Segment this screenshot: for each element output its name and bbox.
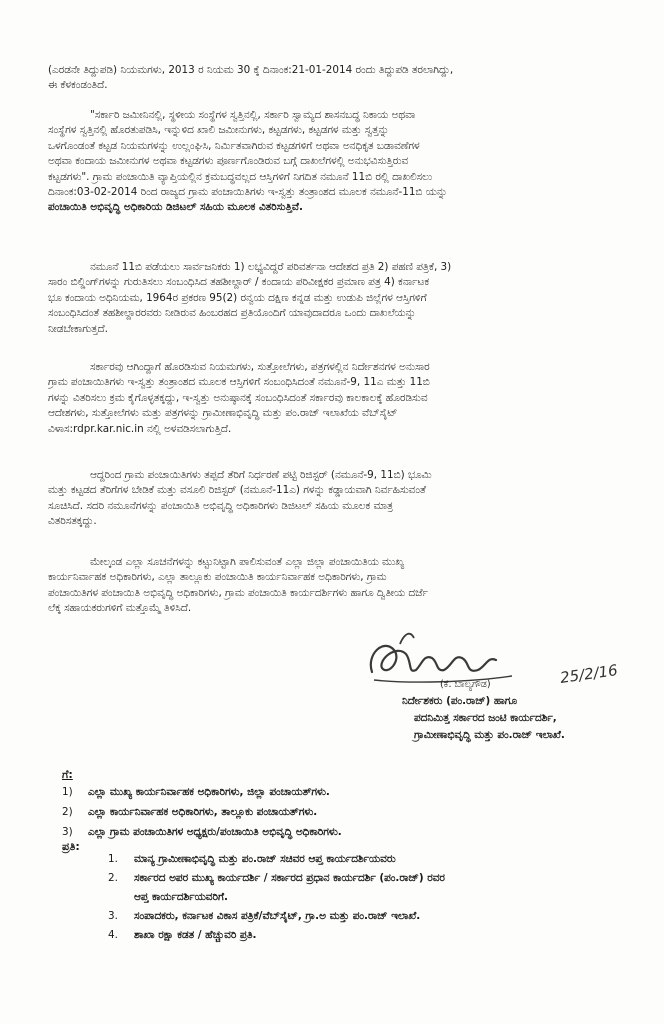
quote-line: ಒಳಗೊಂಡಂತೆ ಕಟ್ಟಡ ನಿಯಮಗಳನ್ನು ಉಲ್ಲಂಘಿಸಿ, ನಿರ್ಮಿತವಾಗಿರುವ ಕಟ್ಟಡಗಳಿಗೆ ಅಥವಾ ಅನಧಿಕೃತ ಬಡಾವಣೆಗಳ [48,139,420,152]
copy-list-item [108,907,445,926]
to-item-number: 1) [62,786,73,798]
copy-list-item [108,869,445,888]
instructions-line: ಮೇಲ್ಕಂಡ ಎಲ್ಲಾ ಸೂಚನೆಗಳನ್ನು ಕಟ್ಟುನಿಟ್ಟಾಗಿ ಪಾಲಿಸುವಂತೆ ಎಲ್ಲಾ ಜಿಲ್ಲಾ ಪಂಚಾಯಿತಿಯ ಮುಖ್ಯ [90,556,405,568]
copy-item-text: ಶಾಖಾ ರಕ್ಷಾ ಕಡತ / ಹೆಚ್ಚುವರಿ ಪ್ರತಿ. [134,929,257,941]
to-item-text: ಎಲ್ಲಾ ಕಾರ್ಯನಿರ್ವಾಹಕ ಅಧಿಕಾರಿಗಳು, ತಾಲ್ಲೂಕು ಪಂಚಾಯತ್‌ಗಳು. [88,806,318,818]
intro-line: (ಎರಡನೇ ತಿದ್ದುಪಡಿ) ನಿಯಮಗಳು, 2013 ರ ನಿಯಮ 30 ಕ್ಕೆ ದಿನಾಂಕ:21-01-2014 ರಂದು ತಿದ್ದುಪಡಿ ತರಲಾಗಿದ್ದು, [48,64,454,76]
copy-item-number: 1. [108,853,118,865]
copy-item-text: ಮಾನ್ಯ ಗ್ರಾಮೀಣಾಭಿವೃದ್ಧಿ ಮತ್ತು ಪಂ.ರಾಜ್ ಸಚಿವರ ಆಪ್ತ ಕಾರ್ಯದರ್ಶಿಯವರು [134,853,396,865]
register-line: ಸೂಚಿಸಿದೆ. ಸದರಿ ನಮೂನೆಗಳನ್ನು ಪಂಚಾಯಿತಿ ಅಭಿವೃದ್ಧಿ ಅಧಿಕಾರಿಗಳು ಡಿಜಿಟಲ್ ಸಹಿಯ ಮೂಲಕ ಮಾತ್ರ [48,499,393,512]
register-line: ಆದ್ದರಿಂದ ಗ್ರಾಮ ಪಂಚಾಯಿತಿಗಳು ತಪ್ಪದೆ ತೆರಿಗೆ ನಿರ್ಧರಣೆ ಪಟ್ಟಿ ರಿಜಿಸ್ಟರ್ (ನಮೂನೆ-9, 11ಬಿ) ಭೂಮಿ [90,469,432,481]
register-line: ವಿತರಿಸತಕ್ಕದ್ದು. [48,515,97,528]
register-line: ಮತ್ತು ಕಟ್ಟಡದ ತೆರಿಗೆಗಳ ಬೇಡಿಕೆ ಮತ್ತು ವಸೂಲಿ ರಿಜಿಸ್ಟರ್ (ನಮೂನೆ-11ಎ) ಗಳನ್ನು ಕಡ್ಡಾಯವಾಗಿ ನಿರ್ವಹಿಸುವಂತೆ [48,484,426,497]
copy-item-text: ಸಂಪಾದಕರು, ಕರ್ನಾಟಕ ವಿಕಾಸ ಪತ್ರಿಕೆ/ವೆಬ್‌ಸೈಟ್, ಗ್ರಾ.ಅ ಮತ್ತು ಪಂ.ರಾಜ್ ಇಲಾಖೆ. [134,910,421,922]
copy-list-item [108,888,445,907]
website-line: ಸರ್ಕಾರವು ಆಗಿಂದ್ದಾಗೆ ಹೊರಡಿಸುವ ನಿಯಮಗಳು, ಸುತ್ತೋಲೆಗಳು, ಪತ್ರಗಳಲ್ಲಿನ ನಿರ್ದೇಶನಗಳ ಅನುಸಾರ [90,361,430,373]
copy-list-item [108,926,445,945]
to-heading: ಗೆ: [62,768,73,781]
signatory-title-1: ನಿರ್ದೇಶಕರು (ಪಂ.ರಾಜ್) ಹಾಗೂ [402,695,518,707]
quote-line: "ಸರ್ಕಾರಿ ಜಮೀನಿನಲ್ಲಿ, ಸ್ಥಳೀಯ ಸಂಸ್ಥೆಗಳ ಸ್ವತ್ತಿನಲ್ಲಿ, ಸರ್ಕಾರಿ ಸ್ವಾಮ್ಯದ ಶಾಸನಬದ್ಧ ನಿಕಾಯ ಅಥವಾ [90,109,416,121]
copy-item-text: ಆಪ್ತ ಕಾರ್ಯದರ್ಶಿಯವರಿಗೆ. [134,891,228,903]
instructions-line: ಪಂಚಾಯಿತಿಗಳ ಪಂಚಾಯಿತಿ ಅಭಿವೃದ್ಧಿ ಅಧಿಕಾರಿಗಳು, ಗ್ರಾಮ ಪಂಚಾಯಿತಿ ಕಾರ್ಯದರ್ಶಿಗಳು ಹಾಗೂ ದ್ವಿತೀಯ ದರ್ಜೆ [48,586,428,599]
quote-line: ದಿನಾಂಕ:03-02-2014 ರಿಂದ ರಾಜ್ಯದ ಗ್ರಾಮ ಪಂಚಾಯಿತಿಗಳು ಇ-ಸ್ವತ್ತು ತಂತ್ರಾಂಶದ ಮೂಲಕ ನಮೂನೆ-11ಬಿ ಯನ್ನು [48,186,448,199]
instructions-paragraph [48,555,618,617]
signatory-name: (ಕೆ. ಬಾಲ್ಯಗೌಡ) [440,679,491,690]
documents-line: ಸಾರಂ ಬಿಲ್ಡಿಂಗ್‌ಗಳನ್ನು ಗುರುತಿಸಲು ಸಂಬಂಧಿಸಿದ ತಹಶೀಲ್ದಾರ್ / ಕಂದಾಯ ಪರಿವೀಕ್ಷಕರ ಪ್ರಮಾಣ ಪತ್ರ 4) ಕರ್ನಾಟಕ [48,276,430,289]
handwritten-date: 25/2/16 [558,661,619,687]
copy-heading: ಪ್ರತಿ: [62,840,80,853]
documents-line: ನಮೂನೆ 11ಬಿ ಪಡೆಯಲು ಸಾರ್ವಜನಿಕರು 1) ಲಭ್ಯವಿದ್ದರೆ ಪರಿವರ್ತನಾ ಆದೇಶದ ಪ್ರತಿ 2) ಪಹಣಿ ಪತ್ರಿಕೆ, 3) [90,261,452,273]
to-item-text: ಎಲ್ಲಾ ಗ್ರಾಮ ಪಂಚಾಯಿತಿಗಳ ಅಧ್ಯಕ್ಷರು/ಪಂಚಾಯಿತಿ ಅಭಿವೃದ್ಧಿ ಅಧಿಕಾರಿಗಳು. [88,826,342,838]
copy-item-number: 2. [108,872,118,884]
register-paragraph [48,468,618,530]
website-line: ಆದೇಶಗಳು, ಸುತ್ತೋಲೆಗಳು ಮತ್ತು ಪತ್ರಗಳನ್ನು ಗ್ರಾಮೀಣಾಭಿವೃದ್ಧಿ ಮತ್ತು ಪಂ.ರಾಜ್ ಇಲಾಖೆಯ ವೆಬ್‌ಸೈಟ್ [48,407,398,420]
intro-paragraph [48,63,618,94]
documents-paragraph [48,260,618,337]
to-item-number: 3) [62,826,73,838]
signatory-title-2: ಪದನಿಮಿತ್ತ ಸರ್ಕಾರದ ಜಂಟಿ ಕಾರ್ಯದರ್ಶಿ, [414,712,557,724]
quote-line: ಪಂಚಾಯಿತಿ ಅಭಿವೃದ್ಧಿ ಅಧಿಕಾರಿಯ ಡಿಜಿಟಲ್ ಸಹಿಯ ಮೂಲಕ ವಿತರಿಸುತ್ತಿವೆ. [48,201,303,214]
quote-line: ಅಥವಾ ಕಂದಾಯ ಜಮೀನುಗಳ ಅಥವಾ ಕಟ್ಟಡಗಳು ಪೂರ್ಣಗೊಂಡಿರುವ ಬಗ್ಗೆ ದಾಖಲೆಗಳಲ್ಲಿ ಅನುಭವಿಸುತ್ತಿರುವ [48,155,409,168]
quote-line: ಸಂಸ್ಥೆಗಳ ಸ್ವತ್ತಿನಲ್ಲಿ ಹೊರತುಪಡಿಸಿ, ಇನ್ನುಳಿದ ಖಾಲಿ ಜಮೀನುಗಳು, ಕಟ್ಟಡಗಳು, ಕಟ್ಟಡಗಳ ಮತ್ತು ಸ್ವತ್ತನ್ನು [48,124,390,137]
instructions-line: ಕಾರ್ಯನಿರ್ವಾಹಕ ಅಧಿಕಾರಿಗಳು, ಎಲ್ಲಾ ತಾಲ್ಲೂಕು ಪಂಚಾಯಿತಿ ಕಾರ್ಯನಿರ್ವಾಹಕ ಅಧಿಕಾರಿಗಳು, ಗ್ರಾಮ [48,571,387,584]
website-line: ಗಳನ್ನು ವಿತರಿಸಲು ಕ್ರಮ ಕೈಗೊಳ್ಳತಕ್ಕದ್ದು, ಇ-ಸ್ವತ್ತು ಅನುಷ್ಠಾನಕ್ಕೆ ಸಂಬಂಧಿಸಿದಂತೆ ಸರ್ಕಾರವು ಕಾಲಕಾಲಕ್ಕೆ ಹೊರಡಿಸುವ [48,391,428,404]
quote-line: ಕಟ್ಟಡಗಳು". ಗ್ರಾಮ ಪಂಚಾಯಿತಿ ವ್ಯಾಪ್ತಿಯಲ್ಲಿನ ಕ್ರಮಬದ್ಧವಲ್ಲದ ಆಸ್ತಿಗಳಿಗೆ ನಿಗದಿತ ನಮೂನೆ 11ಬಿ ರಲ್ಲಿ ದಾಖಲಿಸಲು [48,170,433,183]
quote-paragraph [48,108,618,216]
to-list-item [62,802,342,822]
signatory-title-3: ಗ್ರಾಮೀಣಾಭಿವೃದ್ಧಿ ಮತ್ತು ಪಂ.ರಾಜ್ ಇಲಾಖೆ. [414,729,565,741]
to-item-number: 2) [62,806,73,818]
to-list-item [62,782,342,802]
website-paragraph [48,360,618,437]
to-item-text: ಎಲ್ಲಾ ಮುಖ್ಯ ಕಾರ್ಯನಿರ್ವಾಹಕ ಅಧಿಕಾರಿಗಳು, ಜಿಲ್ಲಾ ಪಂಚಾಯತ್‌ಗಳು. [88,786,330,798]
instructions-line: ಲೆಕ್ಕ ಸಹಾಯಕರುಗಳಿಗೆ ಮತ್ತೊಮ್ಮೆ ತಿಳಿಸಿದೆ. [48,602,192,615]
documents-line: ಭೂ ಕಂದಾಯ ಅಧಿನಿಯಮ, 1964ರ ಪ್ರಕರಣ 95(2) ರನ್ವಯ ದಕ್ಷಿಣ ಕನ್ನಡ ಮತ್ತು ಉಡುಪಿ ಜಿಲ್ಲೆಗಳ ಆಸ್ತಿಗಳಿಗೆ [48,291,427,304]
copy-list-item [108,850,445,869]
copy-item-text: ಸರ್ಕಾರದ ಅಪರ ಮುಖ್ಯ ಕಾರ್ಯದರ್ಶಿ / ಸರ್ಕಾರದ ಪ್ರಧಾನ ಕಾರ್ಯದರ್ಶಿ (ಪಂ.ರಾಜ್) ರವರ [134,872,445,884]
copy-item-number: 3. [108,910,118,922]
intro-line: ಈ ಕೆಳಕಂಡಂತಿದೆ. [48,79,108,92]
copy-item-number [108,888,134,907]
signature-block [394,676,565,744]
copy-list [108,850,445,945]
to-list-item [62,822,342,842]
to-list [62,782,342,842]
website-line: ವಿಳಾಸ:rdpr.kar.nic.in ನಲ್ಲಿ ಅಳವಡಿಸಲಾಗುತ್ತಿದೆ. [48,422,232,435]
documents-line: ಸಂಬಂಧಿಸಿದಂತೆ ತಹಶೀಲ್ದಾರರವರು ನೀಡಿರುವ ಹಿಂಬರಹದ ಪ್ರತಿಯೊಂದಿಗೆ ಯಾವುದಾದರೂ ಒಂದು ದಾಖಲೆಯನ್ನು [48,307,416,320]
documents-line: ನೀಡಬೇಕಾಗುತ್ತದೆ. [48,322,108,335]
copy-item-number: 4. [108,929,118,941]
website-line: ಗ್ರಾಮ ಪಂಚಾಯಿತಿಗಳು ಇ-ಸ್ವತ್ತು ತಂತ್ರಾಂಶದ ಮೂಲಕ ಆಸ್ತಿಗಳಿಗೆ ಸಂಬಂಧಿಸಿದಂತೆ ನಮೂನೆ-9, 11ಎ ಮತ್ತು 11ಬಿ [48,376,430,389]
